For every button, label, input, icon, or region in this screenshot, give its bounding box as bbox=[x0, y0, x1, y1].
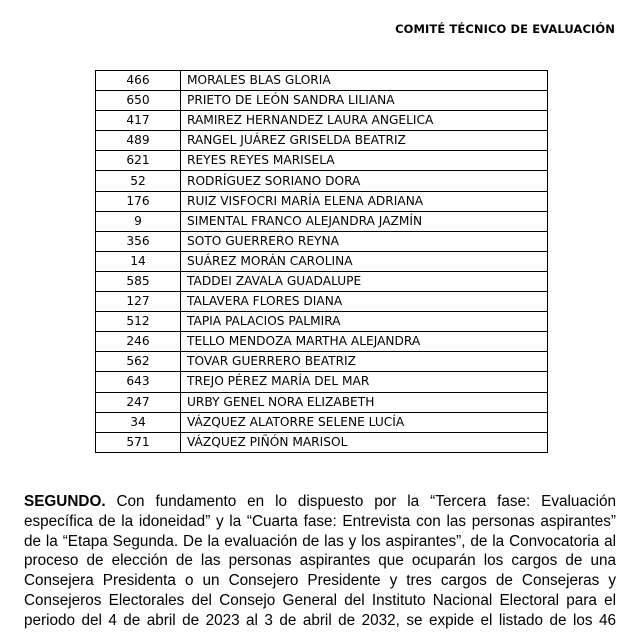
segundo-paragraph bbox=[24, 492, 616, 631]
candidate-name: URBY GENEL NORA ELIZABETH bbox=[181, 392, 548, 412]
candidate-name: TELLO MENDOZA MARTHA ALEJANDRA bbox=[181, 332, 548, 352]
candidate-name: TOVAR GUERRERO BEATRIZ bbox=[181, 352, 548, 372]
candidate-number: 571 bbox=[96, 432, 181, 452]
table-row bbox=[96, 171, 548, 191]
table-row bbox=[96, 292, 548, 312]
candidate-name: TREJO PÉREZ MARÍA DEL MAR bbox=[181, 372, 548, 392]
table-row bbox=[96, 211, 548, 231]
candidate-name: RANGEL JUÁREZ GRISELDA BEATRIZ bbox=[181, 131, 548, 151]
table-row bbox=[96, 392, 548, 412]
table-row bbox=[96, 312, 548, 332]
candidate-number: 466 bbox=[96, 71, 181, 91]
candidate-name: TADDEI ZAVALA GUADALUPE bbox=[181, 271, 548, 291]
candidates-table bbox=[95, 70, 548, 453]
paragraph-lead: SEGUNDO. bbox=[24, 493, 106, 510]
candidate-name: TAPIA PALACIOS PALMIRA bbox=[181, 312, 548, 332]
table-row bbox=[96, 71, 548, 91]
candidate-number: 356 bbox=[96, 231, 181, 251]
table-row bbox=[96, 352, 548, 372]
table-row bbox=[96, 111, 548, 131]
candidate-name: SUÁREZ MORÁN CAROLINA bbox=[181, 251, 548, 271]
candidate-number: 621 bbox=[96, 151, 181, 171]
candidate-name: TALAVERA FLORES DIANA bbox=[181, 292, 548, 312]
table-row bbox=[96, 151, 548, 171]
table-row bbox=[96, 271, 548, 291]
candidate-number: 417 bbox=[96, 111, 181, 131]
paragraph-text: Con fundamento en lo dispuesto por la “Tercera fase: Evaluación específica de la idoneidad” y la “Cuarta fase: Entrevista con las personas aspirantes” de la “Etapa Segunda. De la evaluación de las y los aspirantes”, de la Convocatoria al proceso de elección de las personas aspirantes que ocuparán los cargos de una Consejera Presidenta o un Consejero Presidente y tres cargos de Consejeras y Consejeros Electorales del Consejo General del Instituto Nacional Electoral para el periodo del 4 de abril de 2023 al 3 de abril de 2032, se expide el listado de los 46 bbox=[24, 493, 616, 629]
candidate-name: RODRÍGUEZ SORIANO DORA bbox=[181, 171, 548, 191]
table-row bbox=[96, 191, 548, 211]
candidate-name: RUIZ VISFOCRI MARÍA ELENA ADRIANA bbox=[181, 191, 548, 211]
candidate-name: VÁZQUEZ ALATORRE SELENE LUCÍA bbox=[181, 412, 548, 432]
page-header: COMITÉ TÉCNICO DE EVALUACIÓN bbox=[395, 22, 615, 36]
candidate-number: 562 bbox=[96, 352, 181, 372]
table-row bbox=[96, 412, 548, 432]
table-row bbox=[96, 231, 548, 251]
candidate-number: 14 bbox=[96, 251, 181, 271]
candidate-name: REYES REYES MARISELA bbox=[181, 151, 548, 171]
candidate-number: 9 bbox=[96, 211, 181, 231]
candidate-name: MORALES BLAS GLORIA bbox=[181, 71, 548, 91]
candidate-number: 489 bbox=[96, 131, 181, 151]
candidate-number: 650 bbox=[96, 91, 181, 111]
candidate-number: 176 bbox=[96, 191, 181, 211]
candidate-number: 512 bbox=[96, 312, 181, 332]
candidate-number: 585 bbox=[96, 271, 181, 291]
candidate-name: PRIETO DE LEÓN SANDRA LILIANA bbox=[181, 91, 548, 111]
candidate-number: 34 bbox=[96, 412, 181, 432]
candidate-number: 643 bbox=[96, 372, 181, 392]
candidate-name: SIMENTAL FRANCO ALEJANDRA JAZMÍN bbox=[181, 211, 548, 231]
candidate-name: RAMIREZ HERNANDEZ LAURA ANGELICA bbox=[181, 111, 548, 131]
candidate-number: 247 bbox=[96, 392, 181, 412]
candidate-name: SOTO GUERRERO REYNA bbox=[181, 231, 548, 251]
table-row bbox=[96, 91, 548, 111]
table-row bbox=[96, 251, 548, 271]
candidate-number: 52 bbox=[96, 171, 181, 191]
candidates-table-body bbox=[96, 71, 548, 453]
table-row bbox=[96, 131, 548, 151]
table-row bbox=[96, 332, 548, 352]
candidate-number: 246 bbox=[96, 332, 181, 352]
candidate-number: 127 bbox=[96, 292, 181, 312]
table-row bbox=[96, 372, 548, 392]
table-row bbox=[96, 432, 548, 452]
candidate-name: VÁZQUEZ PIÑÓN MARISOL bbox=[181, 432, 548, 452]
